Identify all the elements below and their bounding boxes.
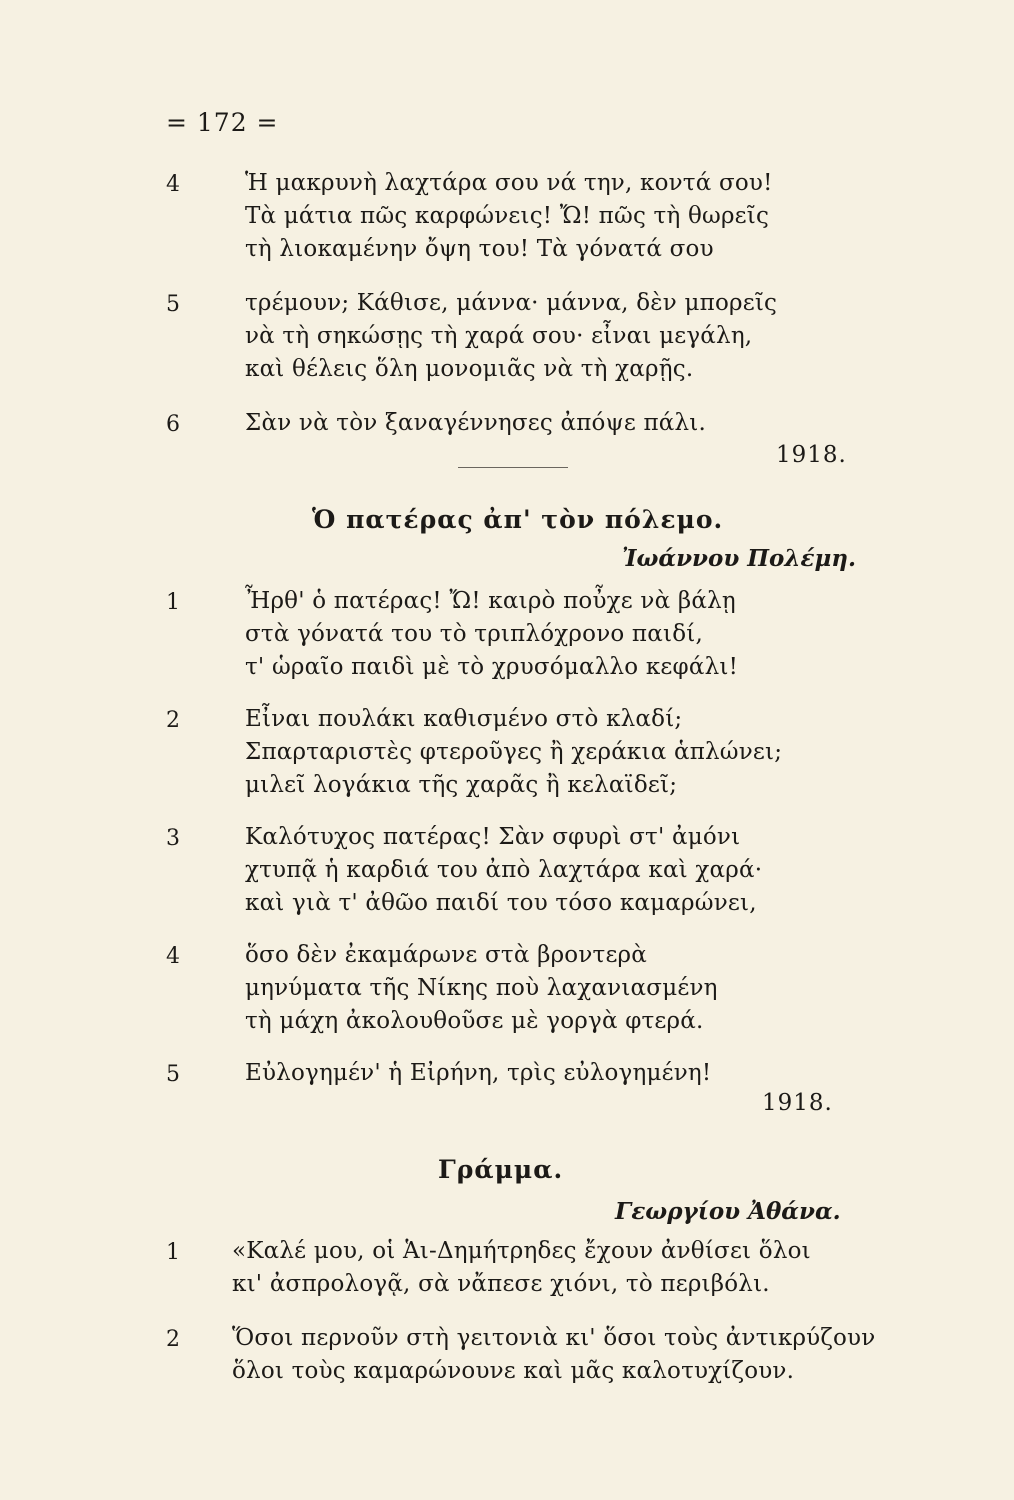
- stanza-number: 1: [166, 590, 180, 615]
- verse-line: Σὰν νὰ τὸν ξαναγέννησες ἀπόψε πάλι.: [245, 410, 707, 436]
- verse-line: κι' ἀσπρολογᾷ, σὰ νἄπεσε χιόνι, τὸ περιβόλι.: [232, 1271, 770, 1297]
- stanza-number: 2: [166, 1327, 180, 1352]
- verse-line: καὶ γιὰ τ' ἀθῶο παιδί του τόσο καμαρώνει,: [245, 890, 757, 916]
- poem-title: Γράμμα.: [438, 1155, 564, 1184]
- verse-line: μηνύματα τῆς Νίκης ποὺ λαχανιασμένη: [245, 975, 718, 1001]
- verse-line: Ἡ μακρυνὴ λαχτάρα σου νά την, κοντά σου!: [245, 170, 773, 196]
- page-number: = 172 =: [166, 108, 279, 137]
- stanza-number: 1: [166, 1240, 180, 1265]
- verse-line: Καλότυχος πατέρας! Σὰν σφυρὶ στ' ἀμόνι: [245, 824, 741, 850]
- poem-author: Γεωργίου Ἀθάνα.: [615, 1198, 841, 1225]
- verse-line: ὅσο δὲν ἐκαμάρωνε στὰ βροντερὰ: [245, 942, 648, 968]
- verse-line: στὰ γόνατά του τὸ τριπλόχρονο παιδί,: [245, 621, 703, 647]
- stanza-number: 3: [166, 826, 180, 851]
- verse-line: Ἦρθ' ὁ πατέρας! Ὤ! καιρὸ ποὖχε νὰ βάλῃ: [245, 588, 736, 614]
- poem-author: Ἰωάννου Πολέμη.: [622, 545, 857, 572]
- verse-line: Εἶναι πουλάκι καθισμένο στὸ κλαδί;: [245, 706, 683, 732]
- section-divider: [458, 467, 568, 468]
- verse-line: τρέμουν; Κάθισε, μάννα· μάννα, δὲν μπορεῖς: [245, 290, 778, 316]
- verse-line: Τὰ μάτια πῶς καρφώνεις! Ὤ! πῶς τὴ θωρεῖς: [245, 203, 770, 229]
- poem-year: 1918.: [762, 1090, 833, 1116]
- verse-line: νὰ τὴ σηκώσῃς τὴ χαρά σου· εἶναι μεγάλη,: [245, 323, 753, 349]
- verse-line: ὅλοι τοὺς καμαρώνουνε καὶ μᾶς καλοτυχίζουν.: [232, 1358, 795, 1384]
- verse-line: «Καλέ μου, οἱ Ἁι-Δημήτρηδες ἔχουν ἀνθίσει ὅλοι: [232, 1238, 811, 1264]
- verse-line: τὴ μάχη ἀκολουθοῦσε μὲ γοργὰ φτερά.: [245, 1008, 704, 1034]
- verse-line: τ' ὡραῖο παιδὶ μὲ τὸ χρυσόμαλλο κεφάλι!: [245, 654, 739, 680]
- poem-title: Ὁ πατέρας ἀπ' τὸν πόλεμο.: [312, 505, 724, 534]
- stanza-number: 5: [166, 292, 180, 317]
- stanza-number: 6: [166, 412, 180, 437]
- verse-line: καὶ θέλεις ὅλη μονομιᾶς νὰ τὴ χαρῇς.: [245, 356, 694, 382]
- verse-line: Εὐλογημέν' ἡ Εἰρήνη, τρὶς εὐλογημένη!: [245, 1060, 712, 1086]
- stanza-number: 5: [166, 1062, 180, 1087]
- stanza-number: 4: [166, 944, 180, 969]
- verse-line: Σπαρταριστὲς φτεροῦγες ἢ χεράκια ἁπλώνει;: [245, 739, 783, 765]
- verse-line: τὴ λιοκαμένην ὄψη του! Τὰ γόνατά σου: [245, 236, 714, 262]
- poem-year: 1918.: [776, 442, 847, 468]
- stanza-number: 4: [166, 172, 180, 197]
- stanza-number: 2: [166, 708, 180, 733]
- verse-line: χτυπᾷ ἡ καρδιά του ἀπὸ λαχτάρα καὶ χαρά·: [245, 857, 763, 883]
- verse-line: Ὅσοι περνοῦν στὴ γειτονιὰ κι' ὅσοι τοὺς ἀντικρύζουν: [232, 1325, 876, 1351]
- verse-line: μιλεῖ λογάκια τῆς χαρᾶς ἢ κελαϊδεῖ;: [245, 772, 678, 798]
